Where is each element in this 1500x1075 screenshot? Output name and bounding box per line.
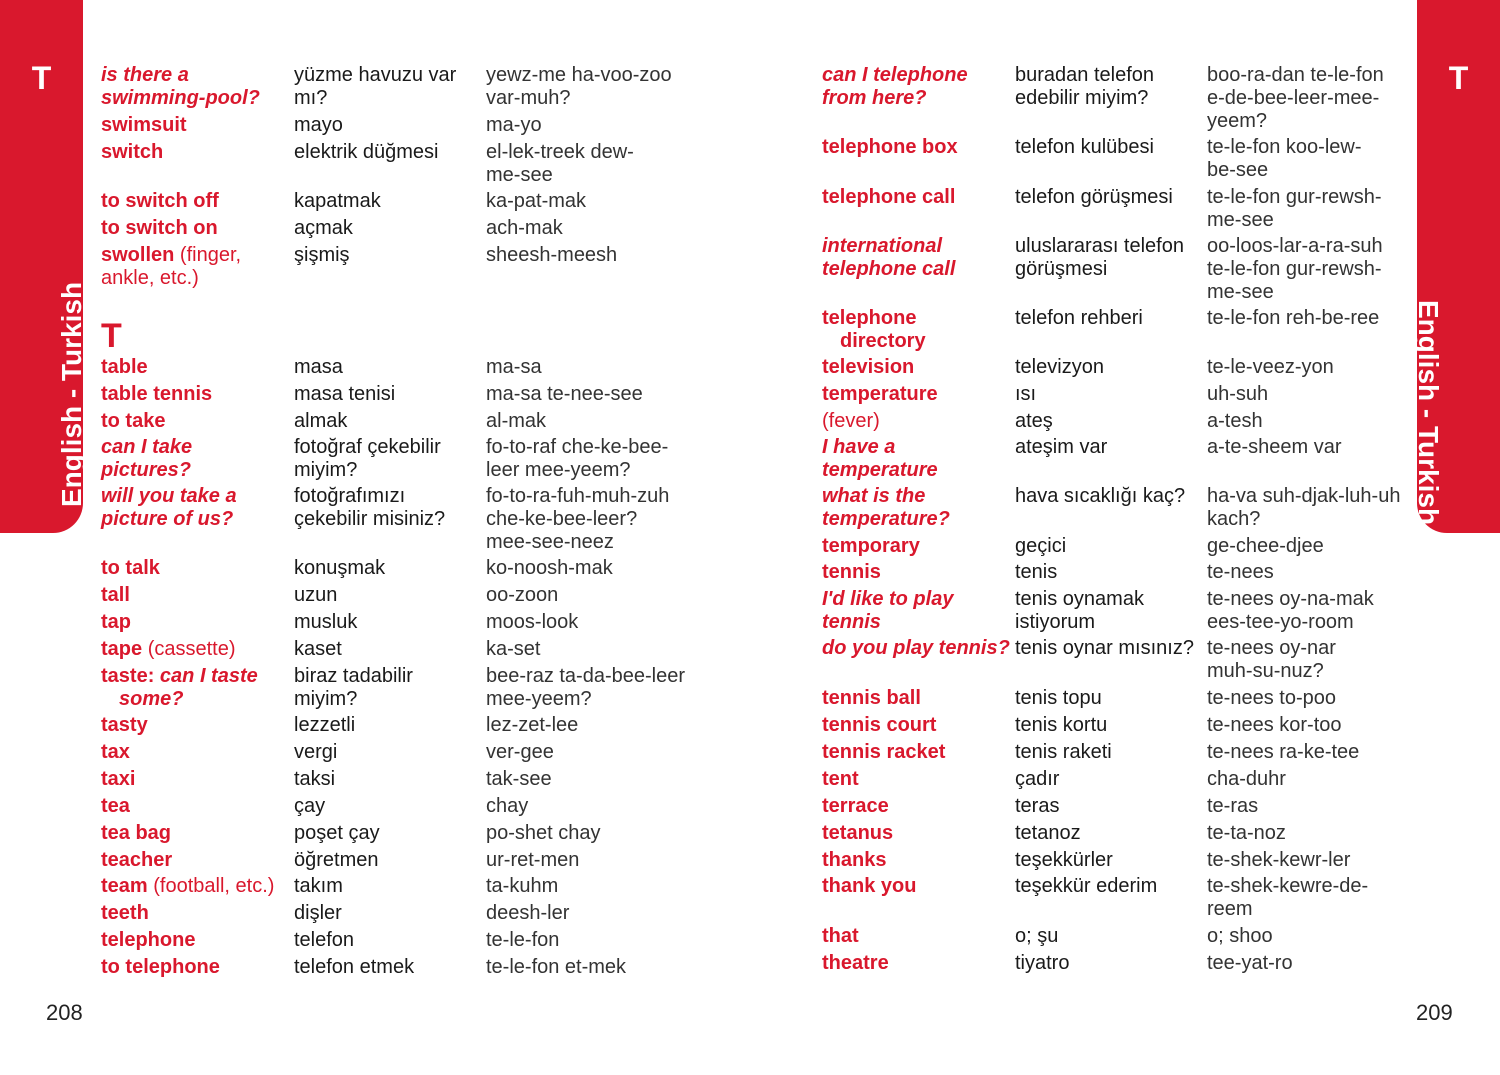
pronunciation: ma-sa te-nee-see [486,383,643,405]
english-term: switch [101,141,164,163]
turkish-term: ateşim var [1015,436,1108,458]
pronunciation: el-lek-treek dew-me-see [486,141,634,186]
tab-letter: T [31,60,52,96]
english-term [822,410,1008,433]
pronunciation: te-le-veez-yon [1207,356,1334,378]
turkish-term: çay [294,795,326,817]
turkish-term: lezzetli [294,714,356,736]
english-term [101,244,261,290]
english-term: teacher [101,849,173,871]
pronunciation: ver-gee [486,741,554,763]
pronunciation: te-shek-kewre-de-reem [1207,875,1369,920]
usage-note: (cassette) [147,638,236,660]
turkish-term: tenis kortu [1015,714,1108,736]
pronunciation: te-nees [1207,561,1274,583]
english-term: tent [822,768,859,790]
turkish-term: tenis raketi [1015,741,1112,763]
tab-label: English - Turkish [1413,300,1444,526]
headword-cont: directory [840,330,926,352]
pronunciation: boo-ra-dan te-le-fon e-de-bee-leer-mee-yeem? [1207,64,1384,132]
english-term: to switch on [101,217,218,239]
english-term: to talk [101,557,160,579]
headword: telephone [822,307,917,329]
pronunciation: fo-to-ra-fuh-muh-zuh che-ke-bee-leer? mee-see-neez [486,485,670,553]
english-term: telephone box [822,136,958,158]
turkish-term: telefon [294,929,355,951]
pronunciation: a-te-sheem var [1207,436,1342,458]
pronunciation: cha-duhr [1207,768,1286,790]
turkish-term: ateş [1015,410,1053,432]
turkish-term: telefon etmek [294,956,415,978]
english-term: temperature [822,383,938,405]
turkish-term: tiyatro [1015,952,1070,974]
english-term: thank you [822,875,917,897]
pronunciation: deesh-ler [486,902,570,924]
english-term [822,307,1008,353]
turkish-term: ısı [1015,383,1037,405]
pronunciation: fo-to-raf che-ke-bee-leer mee-yeem? [486,436,669,481]
turkish-term: masa [294,356,343,378]
english-term: tap [101,611,131,633]
pronunciation: te-le-fon koo-lew-be-see [1207,136,1362,181]
turkish-term: buradan telefon edebilir miyim? [1015,64,1155,109]
usage-note: (finger, ankle, etc.) [101,244,242,289]
turkish-term: taksi [294,768,336,790]
pronunciation: tak-see [486,768,552,790]
turkish-term: teşekkürler [1015,849,1113,871]
english-term: do you play tennis? [822,637,1010,659]
english-term: terrace [822,795,889,817]
turkish-term: tenis oynamak istiyorum [1015,588,1144,633]
pronunciation: te-nees oy-nar muh-su-nuz? [1207,637,1336,682]
index-tab-left [0,0,87,533]
pronunciation: sheesh-meesh [486,244,618,266]
example-phrase: can I taste [159,665,258,687]
pronunciation: lez-zet-lee [486,714,579,736]
english-term: thanks [822,849,887,871]
turkish-term: teşekkür ederim [1015,875,1158,897]
pronunciation: ma-sa [486,356,542,378]
english-term: tasty [101,714,148,736]
turkish-term: tetanoz [1015,822,1081,844]
english-term: tennis ball [822,687,921,709]
turkish-term: elektrik düğmesi [294,141,439,163]
english-term: will you take a picture of us? [101,485,237,530]
turkish-term: konuşmak [294,557,386,579]
turkish-term: televizyon [1015,356,1104,378]
pronunciation: te-le-fon et-mek [486,956,627,978]
turkish-term: yüzme havuzu var mı? [294,64,457,109]
pronunciation: te-ras [1207,795,1259,817]
pronunciation: te-nees oy-na-mak ees-tee-yo-room [1207,588,1374,633]
english-term: can I take pictures? [101,436,193,481]
pronunciation: ka-set [486,638,541,660]
turkish-term: geçici [1015,535,1067,557]
pronunciation: po-shet chay [486,822,601,844]
english-term: tall [101,584,130,606]
english-term: tax [101,741,130,763]
example-phrase-cont: some? [119,688,184,710]
pronunciation: oo-loos-lar-a-ra-suh te-le-fon gur-rewsh-me-see [1207,235,1383,303]
pronunciation: ta-kuhm [486,875,559,897]
pronunciation: te-nees kor-too [1207,714,1342,736]
english-term: is there a swimming-pool? [101,64,260,109]
pronunciation: te-shek-kewr-ler [1207,849,1351,871]
headword: swollen [101,244,175,266]
turkish-term: teras [1015,795,1060,817]
turkish-term: kaset [294,638,342,660]
turkish-term: musluk [294,611,358,633]
turkish-term: kapatmak [294,190,381,212]
tab-letter: T [1448,60,1469,96]
turkish-term: biraz tadabilir miyim? [294,665,413,710]
english-term: theatre [822,952,889,974]
english-term: to take [101,410,166,432]
pronunciation: te-le-fon [486,929,560,951]
section-letter: T [101,317,122,355]
turkish-term: masa tenisi [294,383,396,405]
turkish-term: fotoğrafımızı çekebilir misiniz? [294,485,446,530]
english-term: I'd like to play tennis [822,588,954,633]
pronunciation: ur-ret-men [486,849,580,871]
pronunciation: o; shoo [1207,925,1273,947]
turkish-term: açmak [294,217,353,239]
english-term: swimsuit [101,114,187,136]
pronunciation: ach-mak [486,217,563,239]
usage-note: (fever) [822,410,880,432]
headword: tape [101,638,143,660]
turkish-term: uzun [294,584,338,606]
pronunciation: te-ta-noz [1207,822,1286,844]
turkish-term: öğretmen [294,849,379,871]
page-number-right: 209 [1416,1000,1453,1025]
turkish-term: vergi [294,741,338,763]
pronunciation: chay [486,795,529,817]
pronunciation: ha-va suh-djak-luh-uh kach? [1207,485,1401,530]
pronunciation: bee-raz ta-da-bee-leer mee-yeem? [486,665,685,710]
pronunciation: te-le-fon reh-be-ree [1207,307,1380,329]
turkish-term: tenis topu [1015,687,1102,709]
pronunciation: ko-noosh-mak [486,557,613,579]
english-term [101,875,287,898]
english-term: can I telephone from here? [822,64,968,109]
turkish-term: dişler [294,902,342,924]
turkish-term: hava sıcaklığı kaç? [1015,485,1186,507]
english-term: I have a temperature [822,436,938,481]
english-term: taxi [101,768,136,790]
english-term: tennis court [822,714,937,736]
pronunciation: a-tesh [1207,410,1263,432]
pronunciation: oo-zoon [486,584,559,606]
english-term: tennis [822,561,881,583]
pronunciation: ma-yo [486,114,542,136]
pronunciation: te-le-fon gur-rewsh-me-see [1207,186,1382,231]
turkish-term: poşet çay [294,822,380,844]
pronunciation: ka-pat-mak [486,190,587,212]
turkish-term: mayo [294,114,343,136]
turkish-term: almak [294,410,348,432]
usage-note: (football, etc.) [153,875,275,897]
pronunciation: te-nees to-poo [1207,687,1336,709]
english-term: temporary [822,535,920,557]
english-term: table [101,356,148,378]
pronunciation: moos-look [486,611,579,633]
turkish-term: fotoğraf çekebilir miyim? [294,436,441,481]
english-term: that [822,925,859,947]
english-term: international telephone call [822,235,956,280]
index-tab-right [1413,0,1500,533]
english-term: tea bag [101,822,172,844]
english-term [101,638,287,661]
tab-label: English - Turkish [56,281,87,507]
english-term: telephone [101,929,196,951]
turkish-term: telefon rehberi [1015,307,1143,329]
turkish-term: takım [294,875,343,897]
turkish-term: tenis oynar mısınız? [1015,637,1194,659]
english-term: to switch off [101,190,219,212]
english-term: tetanus [822,822,894,844]
pronunciation: uh-suh [1207,383,1269,405]
turkish-term: telefon kulübesi [1015,136,1154,158]
pronunciation: al-mak [486,410,547,432]
turkish-term: çadır [1015,768,1060,790]
headword: team [101,875,148,897]
english-term: to telephone [101,956,220,978]
english-term: table tennis [101,383,213,405]
turkish-term: şişmiş [294,244,350,266]
english-term: television [822,356,915,378]
pronunciation: yewz-me ha-voo-zoo var-muh? [486,64,672,109]
turkish-term: uluslararası telefon görüşmesi [1015,235,1184,280]
english-term [101,665,276,711]
english-term: tea [101,795,130,817]
pronunciation: ge-chee-djee [1207,535,1324,557]
turkish-term: o; şu [1015,925,1059,947]
pronunciation: te-nees ra-ke-tee [1207,741,1360,763]
english-term: telephone call [822,186,956,208]
english-term: teeth [101,902,149,924]
turkish-term: tenis [1015,561,1058,583]
pronunciation: tee-yat-ro [1207,952,1293,974]
english-term: tennis racket [822,741,946,763]
page-number-left: 208 [46,1000,83,1025]
headword: taste: [101,665,155,687]
turkish-term: telefon görüşmesi [1015,186,1173,208]
english-term: what is the temperature? [822,485,950,530]
